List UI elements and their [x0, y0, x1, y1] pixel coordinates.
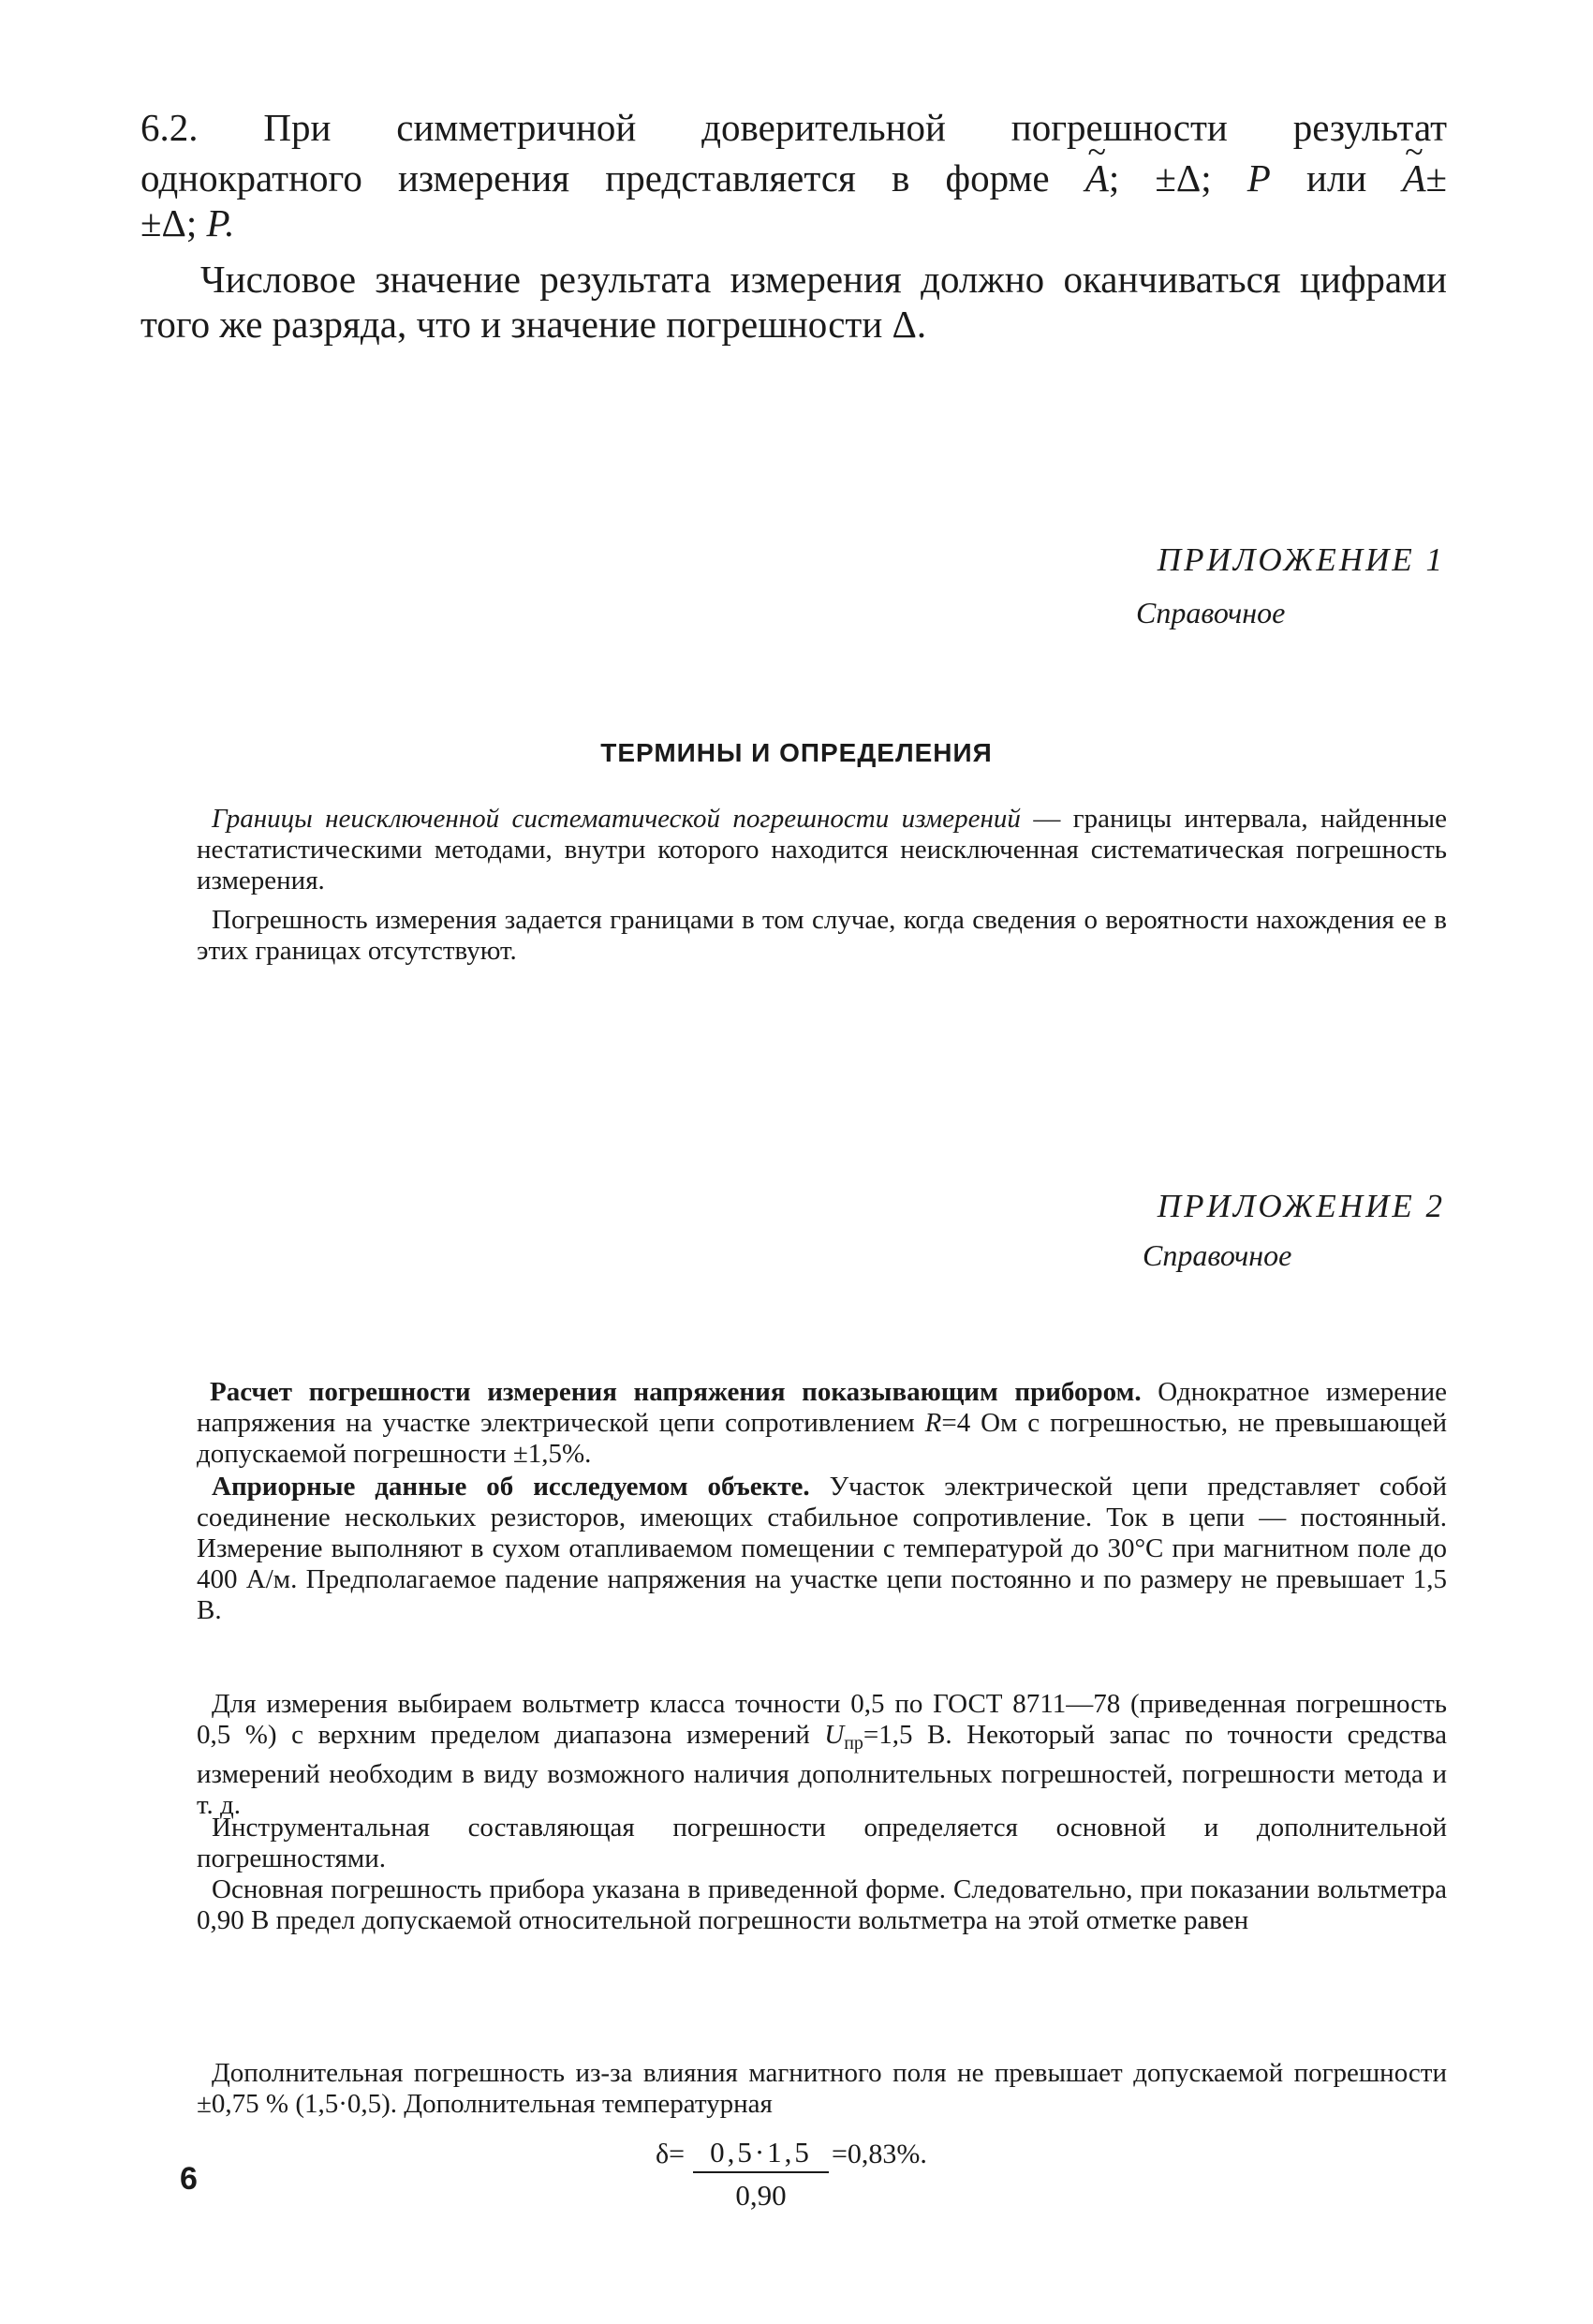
formula-rhs: =0,83%. — [832, 2139, 927, 2169]
appendix-1-subtitle: Справочное — [1136, 596, 1286, 629]
formula-lhs: δ= — [656, 2139, 686, 2169]
appendix-2-subtitle: Справочное — [1143, 1238, 1292, 1272]
calc-paragraph-6: Дополнительная погрешность из-за влияния магнитного поля не превышает допускаемой погрешности ±0,75 % (1,5·0,5). Дополнительная температурная — [197, 2058, 1447, 2119]
calc-paragraph-3: Для измерения выбираем вольтметр класса точности 0,5 по ГОСТ 8711—78 (приведенная погрешность 0,5 %) с верхним пределом диапазона измерений $U_{пр}=1,5$ В. Некоторый запас по точности средства измерений необходим в виду возможного наличия дополнительных погрешностей, погрешности метода и т. д. — [197, 1689, 1447, 1820]
section-6-2-line-2: однократного измерения представляется в форме ~ A; ±Δ; P или ~ A± — [140, 155, 1447, 200]
page-number: 6 — [180, 2161, 198, 2197]
A-tilde-symbol-2: ~ A — [1402, 155, 1425, 200]
formula-fraction — [693, 2136, 829, 2213]
calc-paragraph-5: Основная погрешность прибора указана в приведенной форме. Следовательно, при показании вольтметра 0,90 В предел допускаемой относительной погрешности вольтметра на этой отметке равен — [197, 1874, 1447, 1935]
formula-denominator: 0,90 — [735, 2179, 787, 2212]
term-paragraph-2: Погрешность измерения задается границами в том случае, когда сведения о вероятности нахождения ее в этих границах отсутствуют. — [197, 905, 1447, 966]
section-6-2-paragraph-2: Числовое значение результата измерения должно оканчиваться цифрами того же разряда, что и значение погрешности Δ. — [140, 258, 1447, 346]
calc-paragraph-2: Априорные данные об исследуемом объекте. Участок электрической цепи представляет собой соединение нескольких резисторов, имеющих стабильное сопротивление. Ток в цепи — постоянный. Измерение выполняют в сухом отапливаемом помещении с температурой до 30°С при магнитном поле до 400 А/м. Предполагаемое падение напряжения на участке цепи постоянно и по размеру не превышает 1,5 В. — [197, 1472, 1447, 1625]
terms-heading: ТЕРМИНЫ И ОПРЕДЕЛЕНИЯ — [600, 738, 993, 767]
appendix-2-title: ПРИЛОЖЕНИЕ 2 — [1157, 1188, 1445, 1224]
term-name: Границы неисключенной систематической погрешности измерений — [212, 804, 1021, 834]
section-6-2-line-3: ±Δ; P. — [140, 201, 235, 244]
formula-numerator: 0,5·1,5 — [693, 2136, 829, 2173]
calc-paragraph-4: Инструментальная составляющая погрешности определяется основной и дополнительной погрешностями. — [197, 1813, 1447, 1873]
section-6-2-line-1: 6.2. При симметричной доверительной погрешности результат — [140, 106, 1447, 149]
A-tilde-symbol: ~ A — [1085, 155, 1109, 200]
calc-paragraph-1: Расчет погрешности измерения напряжения показывающим прибором. Однократное измерение напряжения на участке электрической цепи сопротивлением R=4 Ом с погрешностью, не превышающей допускаемой погрешности ±1,5%. — [197, 1377, 1447, 1469]
appendix-1-title: ПРИЛОЖЕНИЕ 1 — [1157, 541, 1445, 578]
term-definition-paragraph: Границы неисключенной систематической погрешности измерений — границы интервала, найденные нестатистическими методами, внутри которого находится неисключенная систематическая погрешность измерения. — [197, 804, 1447, 896]
